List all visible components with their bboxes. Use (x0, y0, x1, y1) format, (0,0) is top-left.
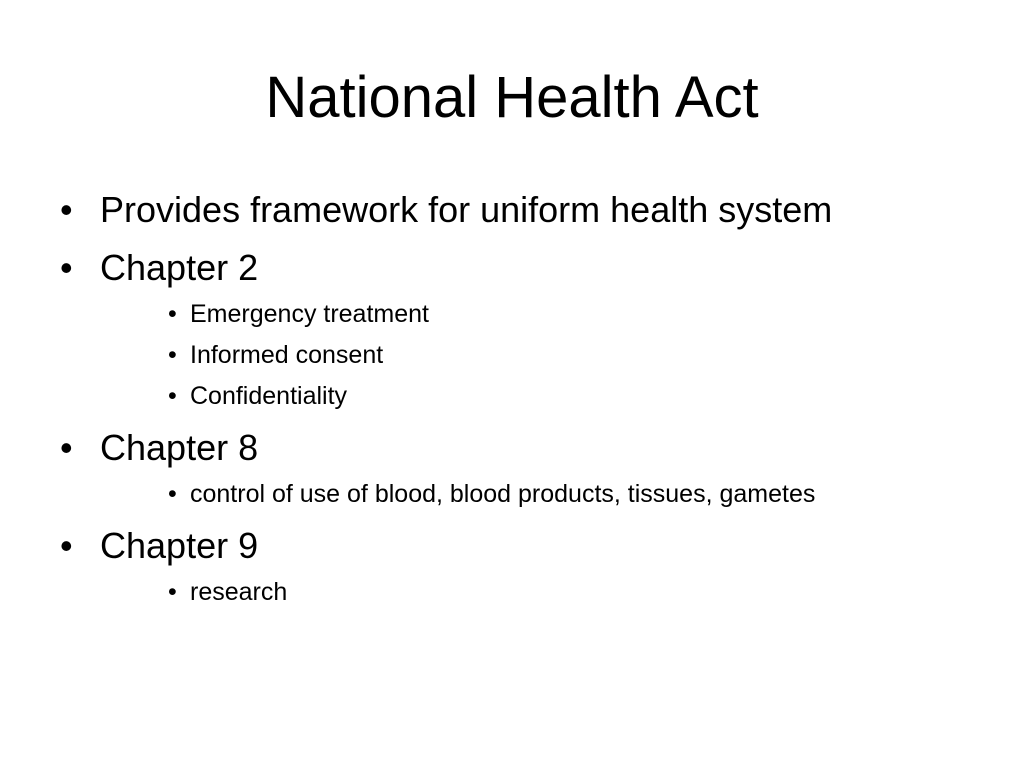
bullet-marker: • (168, 578, 177, 606)
sub-bullet-item (168, 380, 347, 412)
bullet-marker: • (60, 189, 73, 230)
slide-title: National Health Act (265, 65, 759, 130)
bullet-text: Chapter 9 (100, 525, 259, 566)
bullet-marker: • (168, 341, 177, 369)
bullet-marker: • (168, 382, 177, 410)
bullet-text: Chapter 2 (100, 247, 259, 288)
bullet-item (60, 188, 832, 232)
bullet-text: Informed consent (190, 341, 384, 369)
sub-bullet-item (168, 478, 815, 510)
bullet-marker: • (60, 427, 73, 468)
bullet-text: Chapter 8 (100, 427, 259, 468)
bullet-marker: • (168, 480, 177, 508)
bullet-marker: • (60, 247, 73, 288)
bullet-text: Provides framework for uniform health system (100, 189, 833, 230)
bullet-marker: • (168, 300, 177, 328)
sub-bullet-item (168, 576, 287, 608)
bullet-text: research (190, 578, 288, 606)
bullet-text: Emergency treatment (190, 300, 429, 328)
bullet-text: control of use of blood, blood products, tissues, gametes (190, 480, 816, 508)
bullet-item (60, 246, 258, 290)
bullet-item (60, 524, 258, 568)
sub-bullet-item (168, 298, 429, 330)
bullet-text: Confidentiality (190, 382, 348, 410)
bullet-item (60, 426, 258, 470)
sub-bullet-item (168, 339, 383, 371)
bullet-marker: • (60, 525, 73, 566)
